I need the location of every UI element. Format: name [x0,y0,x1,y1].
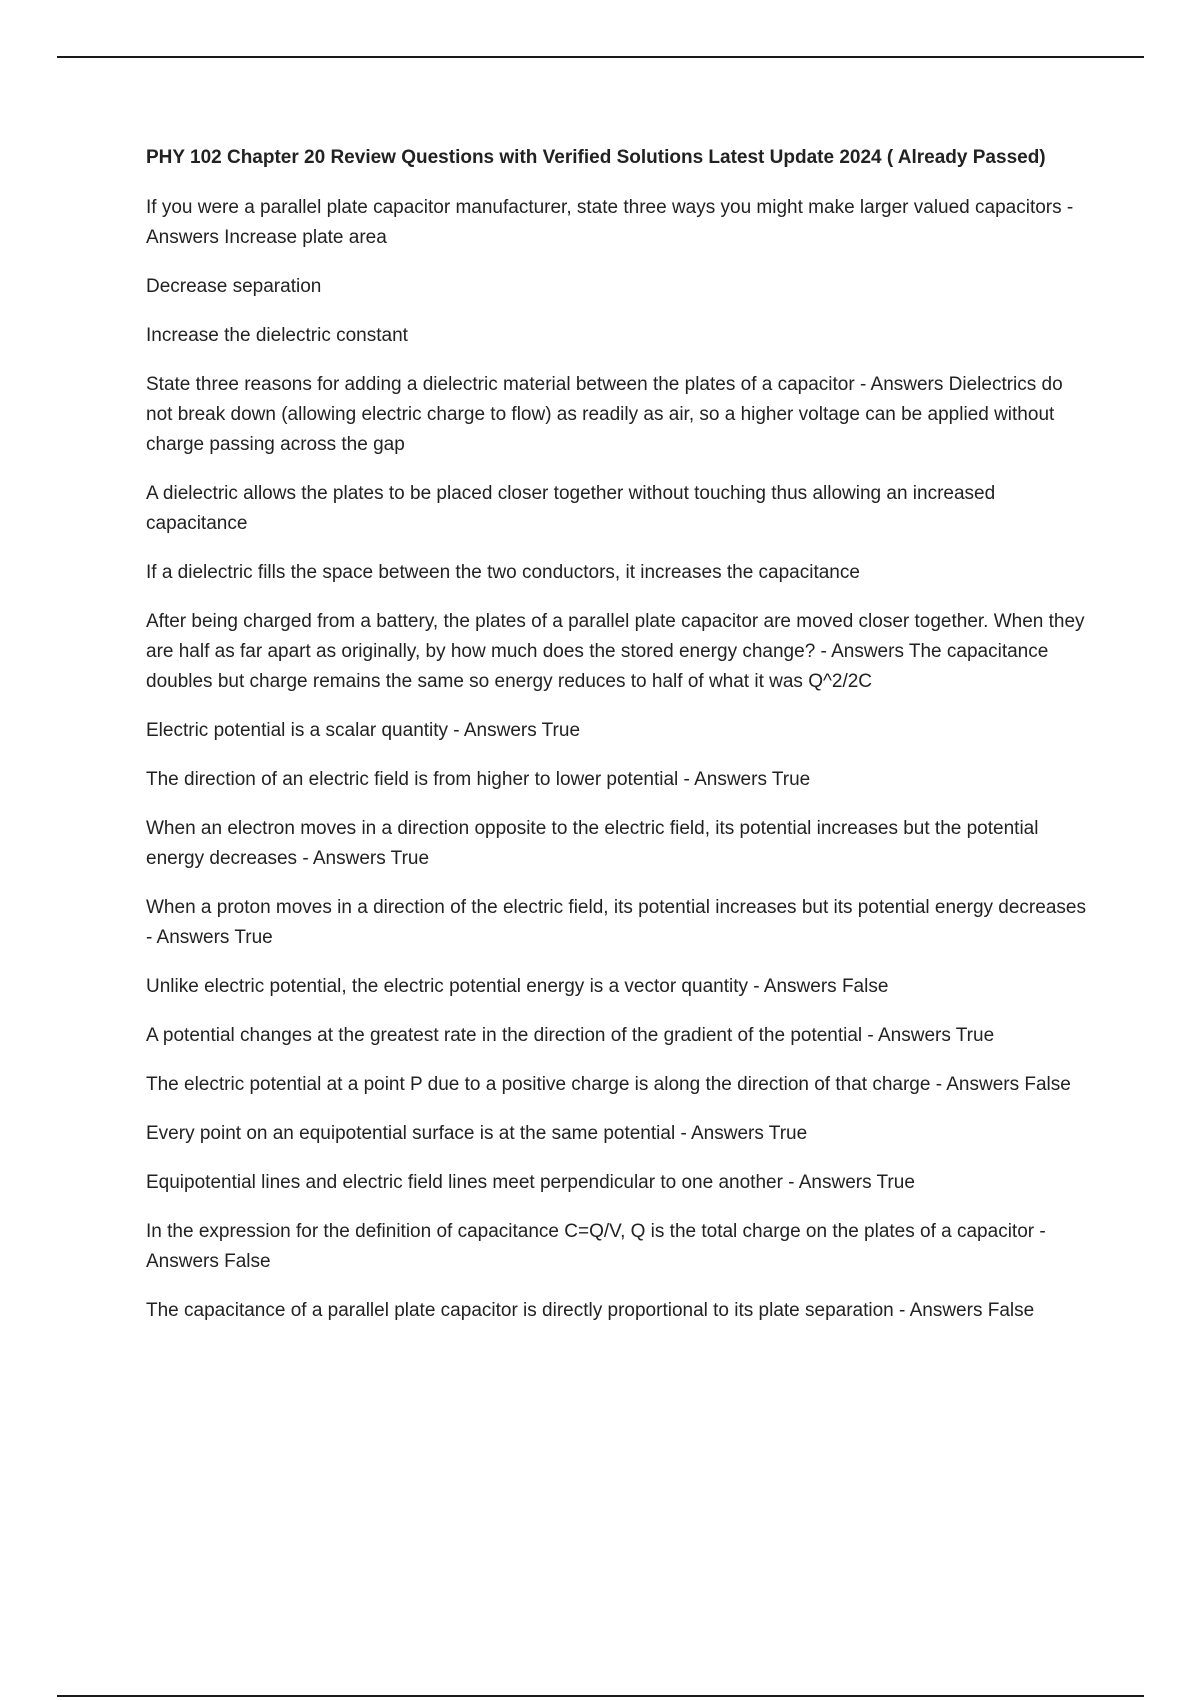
paragraph: In the expression for the definition of capacitance C=Q/V, Q is the total charge on the plates of a capacitor - Answers False [146,1221,1046,1272]
paragraph: Increase the dielectric constant [146,325,408,346]
paragraph: Every point on an equipotential surface is at the same potential - Answers True [146,1123,808,1144]
paragraph: If you were a parallel plate capacitor manufacturer, state three ways you might make larger valued capacitors - Answers Increase plate area [146,197,1074,248]
paragraph: A potential changes at the greatest rate in the direction of the gradient of the potential - Answers True [146,1025,995,1046]
paragraph: The capacitance of a parallel plate capacitor is directly proportional to its plate separation - Answers False [146,1300,1035,1321]
paragraph: Equipotential lines and electric field lines meet perpendicular to one another - Answers True [146,1172,915,1193]
paragraph: Decrease separation [146,276,322,297]
paragraph: The direction of an electric field is from higher to lower potential - Answers True [146,769,811,790]
bottom-rule [57,1695,1144,1697]
paragraph: If a dielectric fills the space between the two conductors, it increases the capacitance [146,562,860,583]
paragraph: When an electron moves in a direction opposite to the electric field, its potential increases but the potential energy decreases - Answers True [146,818,1039,869]
document-title: PHY 102 Chapter 20 Review Questions with Verified Solutions Latest Update 2024 ( Already Passed) [146,147,1046,168]
paragraph: When a proton moves in a direction of the electric field, its potential increases but its potential energy decreases - Answers True [146,897,1086,948]
top-rule [57,56,1144,58]
paragraph: State three reasons for adding a dielectric material between the plates of a capacitor - Answers Dielectrics do not break down (allowing electric charge to flow) as readily as air, so a higher voltage can be applied without charge passing across the gap [146,374,1063,455]
paragraph: Unlike electric potential, the electric potential energy is a vector quantity - Answers False [146,976,889,997]
paragraph: The electric potential at a point P due to a positive charge is along the direction of that charge - Answers False [146,1074,1071,1095]
paragraph: After being charged from a battery, the plates of a parallel plate capacitor are moved closer together. When they are half as far apart as originally, by how much does the stored energy change? - Answers The capacitance doubles but charge remains the same so energy reduces to half of what it was Q^2/2C [146,611,1085,692]
paragraph: Electric potential is a scalar quantity - Answers True [146,720,581,741]
paragraph: A dielectric allows the plates to be placed closer together without touching thus allowing an increased capacitance [146,483,996,534]
document-body [146,143,1091,1345]
